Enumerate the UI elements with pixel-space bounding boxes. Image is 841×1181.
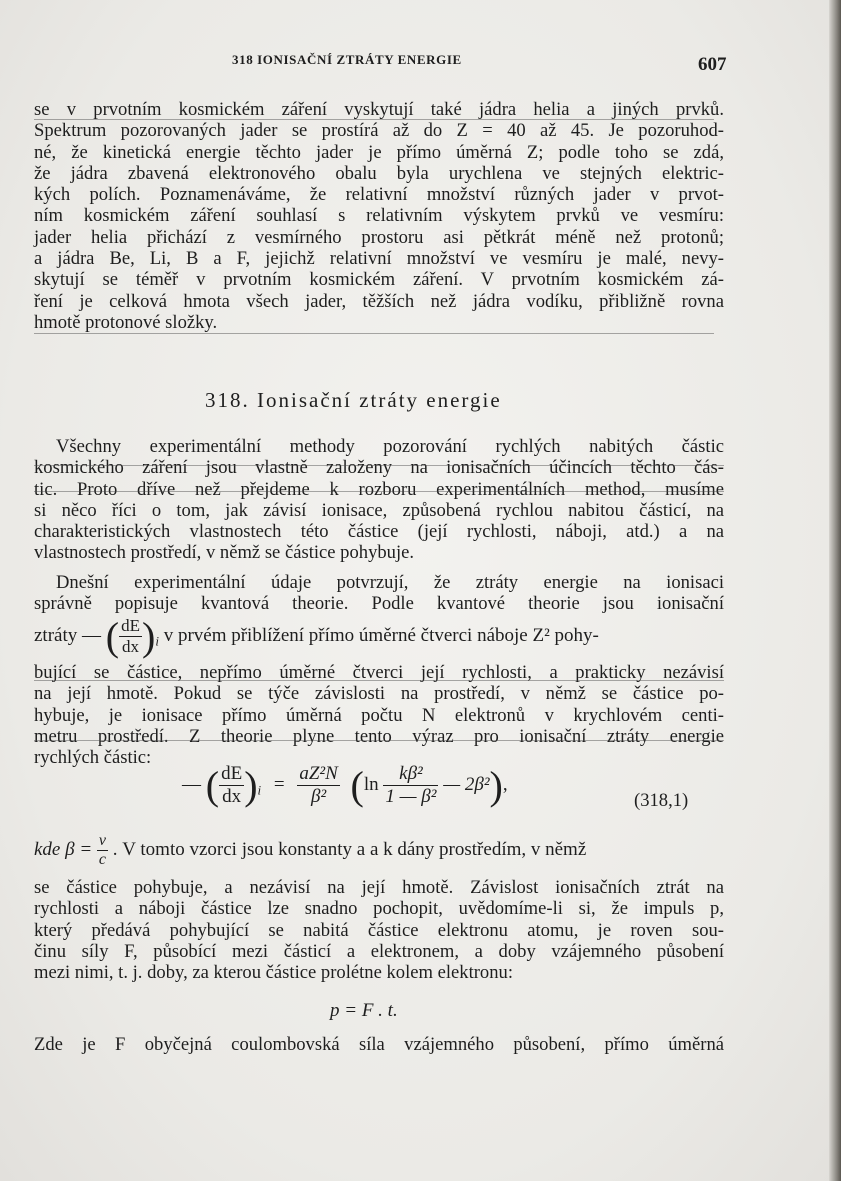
inline-fraction [119,616,142,657]
fraction-denominator: dx [122,637,140,656]
text-line: a jádra Be, Li, B a F, jejichž relativní množství ve vesmíru je malé, nevy- [34,248,724,270]
text-line: charakteristických vlastnostech této částice (její rychlosti, náboji, atd.) a na [34,521,724,543]
display-equation: — ( $\frac{dE}{dx}$ )$_i$ = $\frac{\text{aZ²N}}{\text{β²}}$ (ln $\frac{\text{kβ²}}{\text{1 — β²}}$ — 2β²), [182,763,508,808]
last-paragraph [34,1034,724,1055]
subscript-i: i [155,633,159,649]
fraction-v-c [97,832,108,869]
fraction-dE-dx [219,763,244,808]
formula-p-equals-f-t: p = F . t. [330,1000,398,1021]
text-line: rychlých částic: [34,747,152,769]
text-line: že jádra zbavená elektronového obalu byla urychlena ve stejných elektric- [34,162,724,184]
ztraty-prefix: ztráty — [34,624,102,646]
paren-right: ) [141,614,156,659]
ztraty-suffix: v prvém přiblížení přímo úměrné čtverci náboje Z² pohy- [163,624,599,646]
section-title: 318. Ionisační ztráty energie [205,388,502,412]
fraction-numerator: v [98,832,107,849]
paragraph-1 [34,99,724,333]
fraction-denominator: β² [310,786,327,807]
pencil-underline [34,333,714,334]
paren-left: ( [205,763,220,808]
text-line: se částice pohybuje, a nezávisí na její hmotě. Závislost ionisačních ztrát na [34,877,724,898]
page-number: 607 [698,54,727,75]
paren-left: ( [105,614,120,659]
text-line: se v prvotním kosmickém záření vyskytují také jádra helia a jiných prvků. [34,99,724,120]
paren-right: ) [244,763,258,808]
fraction-main [297,763,339,808]
text-line: Zde je F obyčejná coulombovská síla vzájemného působení, přímo úměrná [34,1034,724,1055]
kde-line [34,832,724,869]
text-line: ním kosmickém záření souhlasí s relativním výskytem prvků ve vesmíru: [34,205,724,227]
ztraty-line [34,613,724,660]
paragraph-4 [34,877,724,983]
text-line: jader helia přichází z vesmírného prostoru asi pětkrát méně než protonů; [34,226,724,248]
pencil-underline [34,740,724,741]
text-line: rychlosti a náboji částice lze snadno pochopit, uvědomíme-li si, že impuls p, [34,898,724,920]
text-line: ření je celková hmota všech jader, těžších než jádra vodíku, přibližně rovna [34,290,724,312]
text-line: Všechny experimentální methody pozorování rychlých nabitých částic [56,436,724,457]
fraction-denominator: dx [222,786,242,807]
eq-equals: = [273,773,285,795]
paragraph-3 [34,572,724,615]
fraction-inner [383,763,438,808]
paren-left: ( [350,763,364,808]
pencil-underline [34,465,724,466]
pencil-underline [34,680,724,681]
paragraph-3-continued [34,662,724,768]
text-line: na její hmotě. Pokud se týče závislosti na prostředí, v němž se částice po- [34,683,724,705]
text-line: správně popisuje kvantová theorie. Podle kvantové theorie jsou ionisační [34,593,724,615]
text-line: skytují se téměř v prvotním kosmickém záření. V prvotním kosmickém zá- [34,269,724,291]
text-line: tic. Proto dříve než přejdeme k rozboru experimentálních method, musíme [34,478,724,500]
eq-minus: — [182,773,201,795]
fraction-denominator: 1 — β² [385,786,437,807]
fraction-numerator: aZ²N [299,763,338,784]
equation-number: (318,1) [634,790,689,811]
text-line: Dnešní experimentální údaje potvrzují, že ztráty energie na ionisaci [56,572,724,593]
text-line: hybuje, je ionisace přímo úměrná počtu N elektronů v krychlovém centi- [34,704,724,726]
text-line: kosmického záření jsou vlastně založeny na ionisačních účincích těchto čás- [34,457,724,479]
text-line: kých polích. Poznamenáváme, že relativní množství různých jader v prvot- [34,184,724,206]
fraction-numerator: dE [221,763,243,784]
kde-suffix: . V tomto vzorci jsou konstanty a a k dány prostředím, v němž [112,838,587,860]
pencil-underline [34,491,724,492]
text-line: bující se částice, nepřímo úměrné čtverci její rychlosti, a prakticky nezávisí [34,662,724,683]
ln-function: ln [363,773,379,795]
fraction-numerator: dE [121,616,140,635]
subscript-i: i [257,782,262,798]
text-line: vlastnostech prostředí, v němž se částice pohybuje. [34,542,415,564]
text-line: činu síly F, působící mezi částicí a elektronem, a doby vzájemného působení [34,940,724,962]
running-header: 318 IONISAČNÍ ZTRÁTY ENERGIE [232,52,462,67]
text-line: si něco říci o tom, jak závisí ionisace, způsobená rychlou nabitou částicí, na [34,499,724,521]
fraction-numerator: kβ² [383,763,438,786]
text-line: hmotě protonové složky. [34,311,218,333]
fraction-denominator: c [98,851,107,868]
text-line: který předává pohybující se nabitá částice elektronu atomu, je roven sou- [34,919,724,941]
pencil-underline [34,119,714,120]
text-line: né, že kinetická energie těchto jader je přímo úměrná Z; podle toho se zdá, [34,141,724,163]
eq-tail: — 2β² [443,773,490,795]
paragraph-2 [34,436,724,564]
text-line: Spektrum pozorovaných jader se prostírá až do Z = 40 až 45. Je pozoruhod- [34,120,724,142]
text-line: metru prostředí. Z theorie plyne tento výraz pro ionisační ztráty energie [34,725,724,747]
kde-prefix: kde β = [34,838,93,860]
page-edge-shadow [829,0,841,1181]
text-line: mezi nimi, t. j. doby, za kterou částice prolétne kolem elektronu: [34,962,513,984]
paren-right: ) [489,763,503,808]
